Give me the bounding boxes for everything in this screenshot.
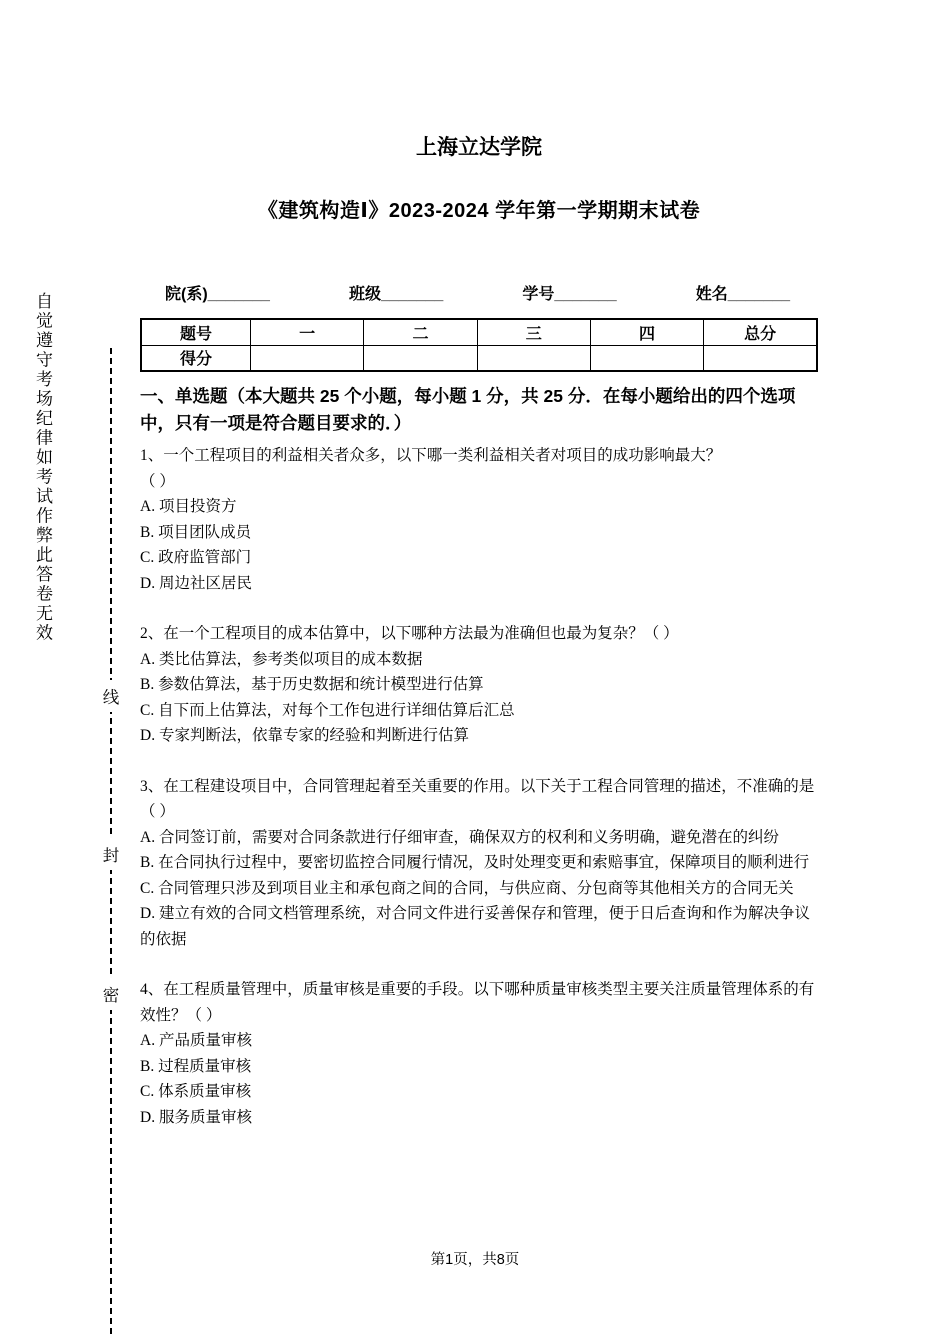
score-table-header-cell: 题号: [141, 319, 251, 345]
question-list: [140, 443, 818, 1130]
score-table-header-cell: 二: [364, 319, 477, 345]
option-d: D. 服务质量审核: [140, 1108, 252, 1126]
question-answer-paren: （ ）: [140, 472, 175, 490]
option-a: A. 产品质量审核: [140, 1032, 252, 1049]
question-4: [140, 977, 818, 1130]
option-a: A. 项目投资方: [140, 498, 237, 515]
seal-char-mi: 密: [100, 978, 122, 1010]
question-1: [140, 443, 818, 596]
option-a: A. 合同签订前，需要对合同条款进行仔细审查，确保双方的权利和义务明确，避免潜在的纠纷: [140, 828, 779, 846]
question-text: 2、在一个工程项目的成本估算中，以下哪种方法最为准确但也最为复杂？（ ）: [140, 625, 679, 642]
question-text: 3、在工程建设项目中，合同管理起着至关重要的作用。以下关于工程合同管理的描述，不准确的是（ ）: [140, 777, 815, 820]
option-b: B. 在合同执行过程中，要密切监控合同履行情况，及时处理变更和索赔事宜，保障项目的顺利进行: [140, 854, 810, 871]
exam-content: [140, 0, 818, 1155]
option-b: B. 参数估算法，基于历史数据和统计模型进行估算: [140, 676, 484, 693]
score-table-header-cell: 三: [477, 319, 590, 345]
field-student-id: 学号_______: [522, 286, 617, 303]
score-table-empty-cell: [364, 345, 477, 371]
score-table-empty-cell: [477, 345, 590, 371]
option-c: C. 自下而上估算法，对每个工作包进行详细估算后汇总: [140, 701, 515, 719]
score-table-empty-cell: [590, 345, 703, 371]
score-table-header-cell: 总分: [704, 319, 817, 345]
field-name: 姓名_______: [695, 286, 790, 303]
score-table-header-cell: 四: [590, 319, 703, 345]
option-d: D. 专家判断法，依靠专家的经验和判断进行估算: [140, 727, 469, 744]
student-info-row: [140, 281, 818, 304]
option-c: C. 合同管理只涉及到项目业主和承包商之间的合同，与供应商、分包商等其他相关方的合同无关: [140, 879, 794, 897]
option-a: A. 类比估算法，参考类似项目的成本数据: [140, 650, 423, 668]
exam-discipline-notice: 自觉遵守考场纪律如考试作弊此答卷无效: [33, 292, 52, 643]
score-table-header-cell: 一: [251, 319, 364, 345]
page-footer: 第1页，共8页: [430, 1252, 520, 1268]
option-c: C. 政府监管部门: [140, 549, 252, 566]
option-d: D. 建立有效的合同文档管理系统，对合同文件进行妥善保存和管理，便于日后查询和作为解决争议的依据: [140, 905, 810, 948]
question-text: 1、一个工程项目的利益相关者众多，以下哪一类利益相关者对项目的成功影响最大？: [140, 447, 722, 464]
score-table-empty-cell: [251, 345, 364, 371]
option-d: D. 周边社区居民: [140, 574, 252, 592]
score-table-score-label: 得分: [141, 345, 251, 371]
option-b: B. 项目团队成员: [140, 523, 252, 541]
score-table-empty-cell: [704, 345, 817, 371]
score-table-header-row: [141, 319, 817, 345]
seal-char-feng: 封: [100, 838, 122, 870]
score-table: [140, 318, 818, 372]
score-table-score-row: [141, 345, 817, 371]
question-2: [140, 621, 818, 749]
question-text: 4、在工程质量管理中，质量审核是重要的手段。以下哪种质量审核类型主要关注质量管理体系的有效性？（ ）: [140, 981, 815, 1024]
field-department: 院(系)_______: [165, 286, 270, 303]
seal-char-xian: 线: [100, 680, 122, 712]
option-c: C. 体系质量审核: [140, 1083, 252, 1100]
section-heading: 一、单选题（本大题共 25 个小题，每小题 1 分，共 25 分．在每小题给出的四个选项中，只有一项是符合题目要求的．）: [140, 386, 796, 433]
option-b: B. 过程质量审核: [140, 1057, 252, 1075]
exam-title: 《建筑构造Ⅰ》2023-2024 学年第一学期期末试卷: [257, 200, 701, 222]
question-3: [140, 774, 818, 953]
school-name: 上海立达学院: [416, 136, 542, 159]
field-class: 班级_______: [349, 286, 444, 303]
